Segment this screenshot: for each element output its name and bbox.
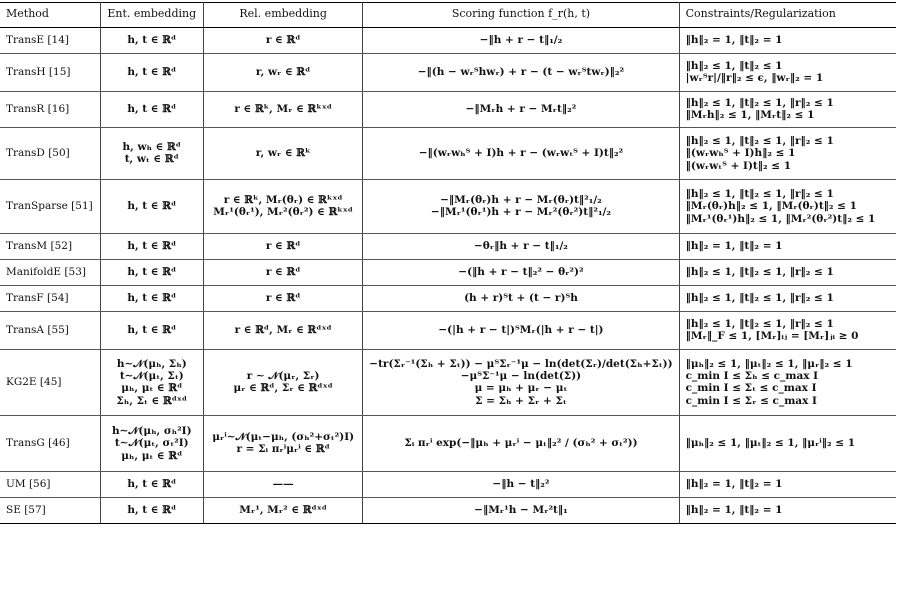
scoring-function-cell-line: −‖Mᵣ¹(θᵣ¹)h + r − Mᵣ²(θᵣ²)t‖²₁/₂ xyxy=(430,206,611,219)
table-row xyxy=(0,259,896,285)
scoring-function-cell-line: −tr(Σᵣ⁻¹(Σₕ + Σₜ)) − μᵀΣᵣ⁻¹μ − ln(det(Σᵣ)/det(Σₕ+Σₜ)) xyxy=(369,357,673,370)
constraints-cell-line: ‖h‖₂ = 1, ‖t‖₂ = 1 xyxy=(685,240,783,253)
table-row xyxy=(0,127,896,179)
rel-embedding-cell-line: r, wᵣ ∈ ℝᵏ xyxy=(255,147,311,160)
constraints-cell-line: ‖Mᵣ‖_F ≤ 1, [Mᵣ]ᵢⱼ = [Mᵣ]ⱼᵢ ≥ 0 xyxy=(685,330,859,343)
ent-embedding-cell-line: h, t ∈ ℝᵈ xyxy=(127,34,177,47)
ent-embedding-cell-line: h, t ∈ ℝᵈ xyxy=(127,324,177,337)
ent-embedding-cell xyxy=(100,27,204,53)
rel-embedding-cell xyxy=(204,27,363,53)
method-cell: TransF [54] xyxy=(0,285,100,311)
rel-embedding-cell xyxy=(204,127,363,179)
header-constraints: Constraints/Regularization xyxy=(679,3,896,28)
constraints-cell xyxy=(679,127,896,179)
rel-embedding-cell-line: r ∼ 𝒩(μᵣ, Σᵣ) xyxy=(246,370,320,383)
ent-embedding-cell xyxy=(100,259,204,285)
rel-embedding-cell xyxy=(204,179,363,233)
method-cell: TransH [15] xyxy=(0,53,100,91)
ent-embedding-cell-line: h, t ∈ ℝᵈ xyxy=(127,103,177,116)
constraints-cell xyxy=(679,311,896,349)
ent-embedding-cell-line: h, t ∈ ℝᵈ xyxy=(127,200,177,213)
scoring-function-cell xyxy=(363,127,679,179)
constraints-cell-line: ‖h‖₂ = 1, ‖t‖₂ = 1 xyxy=(685,34,783,47)
rel-embedding-cell-line: r, wᵣ ∈ ℝᵈ xyxy=(255,66,311,79)
header-ent-embedding: Ent. embedding xyxy=(100,3,204,28)
table-row xyxy=(0,311,896,349)
constraints-cell-line: c_min I ≤ Σₕ ≤ c_max I xyxy=(685,370,819,383)
constraints-cell xyxy=(679,27,896,53)
scoring-function-cell-line: (h + r)ᵀt + (t − r)ᵀh xyxy=(464,292,578,305)
constraints-cell-line: ‖h‖₂ ≤ 1, ‖t‖₂ ≤ 1, ‖r‖₂ ≤ 1 xyxy=(685,266,834,279)
table-row xyxy=(0,497,896,523)
constraints-cell-line: ‖h‖₂ ≤ 1, ‖t‖₂ ≤ 1 xyxy=(685,60,783,73)
ent-embedding-cell xyxy=(100,53,204,91)
constraints-cell-line: ‖Mᵣ(θᵣ)h‖₂ ≤ 1, ‖Mᵣ(θᵣ)t‖₂ ≤ 1 xyxy=(685,200,857,213)
header-scoring-function: Scoring function f_r(h, t) xyxy=(363,3,679,28)
rel-embedding-cell xyxy=(204,91,363,127)
method-cell: KG2E [45] xyxy=(0,349,100,415)
method-cell: TransR [16] xyxy=(0,91,100,127)
scoring-function-cell xyxy=(363,471,679,497)
constraints-cell xyxy=(679,285,896,311)
scoring-function-cell-line: −θᵣ‖h + r − t‖₁/₂ xyxy=(473,240,568,253)
rel-embedding-cell-line: r ∈ ℝᵈ, Mᵣ ∈ ℝᵈˣᵈ xyxy=(234,324,332,337)
constraints-cell-line: ‖h‖₂ ≤ 1, ‖t‖₂ ≤ 1, ‖r‖₂ ≤ 1 xyxy=(685,187,834,200)
constraints-cell-line: ‖h‖₂ ≤ 1, ‖t‖₂ ≤ 1, ‖r‖₂ ≤ 1 xyxy=(685,292,834,305)
table-row xyxy=(0,53,896,91)
rel-embedding-cell-line: —— xyxy=(272,478,294,491)
table-row xyxy=(0,285,896,311)
method-cell: TransE [14] xyxy=(0,27,100,53)
table-row xyxy=(0,233,896,259)
scoring-function-cell-line: Σ = Σₕ + Σᵣ + Σₜ xyxy=(475,394,567,407)
constraints-cell-line: ‖h‖₂ ≤ 1, ‖t‖₂ ≤ 1, ‖r‖₂ ≤ 1 xyxy=(685,318,834,331)
method-cell: SE [57] xyxy=(0,497,100,523)
rel-embedding-cell-line: r ∈ ℝᵈ xyxy=(265,34,301,47)
constraints-cell-line: ‖h‖₂ ≤ 1, ‖t‖₂ ≤ 1, ‖r‖₂ ≤ 1 xyxy=(685,134,834,147)
ent-embedding-cell-line: h, t ∈ ℝᵈ xyxy=(127,478,177,491)
constraints-cell-line: ‖μₕ‖₂ ≤ 1, ‖μₜ‖₂ ≤ 1, ‖μᵣ‖₂ ≤ 1 xyxy=(685,357,853,370)
ent-embedding-cell-line: h, t ∈ ℝᵈ xyxy=(127,66,177,79)
ent-embedding-cell-line: h, t ∈ ℝᵈ xyxy=(127,504,177,517)
method-cell: ManifoldE [53] xyxy=(0,259,100,285)
header-rel-embedding: Rel. embedding xyxy=(204,3,363,28)
rel-embedding-cell-line: μᵣⁱ∼𝒩(μₜ−μₕ, (σₕ²+σₜ²)I) xyxy=(212,431,355,444)
scoring-function-cell-line: Σᵢ πᵣⁱ exp(−‖μₕ + μᵣⁱ − μₜ‖₂² / (σₕ² + σₜ²)) xyxy=(404,437,638,450)
constraints-cell xyxy=(679,349,896,415)
constraints-cell xyxy=(679,91,896,127)
scoring-function-cell xyxy=(363,233,679,259)
scoring-function-cell-line: −(|h + r − t|)ᵀMᵣ(|h + r − t|) xyxy=(438,324,604,337)
rel-embedding-cell-line: Mᵣ¹, Mᵣ² ∈ ℝᵈˣᵈ xyxy=(239,504,327,517)
ent-embedding-cell-line: t∼𝒩(μₜ, σₜ²I) xyxy=(114,437,189,450)
scoring-function-cell xyxy=(363,91,679,127)
rel-embedding-cell xyxy=(204,497,363,523)
ent-embedding-cell xyxy=(100,415,204,471)
rel-embedding-cell-line: r ∈ ℝᵏ, Mᵣ(θᵣ) ∈ ℝᵏˣᵈ xyxy=(223,194,343,207)
ent-embedding-cell xyxy=(100,233,204,259)
constraints-cell-line: ‖h‖₂ ≤ 1, ‖t‖₂ ≤ 1, ‖r‖₂ ≤ 1 xyxy=(685,97,834,110)
rel-embedding-cell xyxy=(204,471,363,497)
constraints-cell xyxy=(679,233,896,259)
constraints-cell-line: c_min I ≤ Σᵣ ≤ c_max I xyxy=(685,394,817,407)
ent-embedding-cell xyxy=(100,285,204,311)
scoring-function-cell-line: −‖Mᵣ¹h − Mᵣ²t‖₁ xyxy=(474,504,568,517)
ent-embedding-cell-line: h∼𝒩(μₕ, σₕ²I) xyxy=(111,424,192,437)
rel-embedding-cell-line: r ∈ ℝᵈ xyxy=(265,240,301,253)
rel-embedding-cell xyxy=(204,285,363,311)
scoring-function-cell-line: −(‖h + r − t‖₂² − θᵣ²)² xyxy=(458,266,584,279)
ent-embedding-cell-line: h, wₕ ∈ ℝᵈ xyxy=(122,141,182,154)
scoring-function-cell-line: −‖(wᵣwₕᵀ + I)h + r − (wᵣwₜᵀ + I)t‖₂² xyxy=(418,147,624,160)
rel-embedding-cell xyxy=(204,233,363,259)
ent-embedding-cell-line: μₕ, μₜ ∈ ℝᵈ xyxy=(121,449,183,462)
table-row xyxy=(0,179,896,233)
constraints-cell-line: ‖μₕ‖₂ ≤ 1, ‖μₜ‖₂ ≤ 1, ‖μᵣⁱ‖₂ ≤ 1 xyxy=(685,437,856,450)
constraints-cell-line: ‖(wᵣwₕᵀ + I)h‖₂ ≤ 1 xyxy=(685,147,796,160)
scoring-function-cell-line: −‖h − t‖₂² xyxy=(492,478,550,491)
rel-embedding-cell-line: μᵣ ∈ ℝᵈ, Σᵣ ∈ ℝᵈˣᵈ xyxy=(233,382,333,395)
constraints-cell-line: c_min I ≤ Σₜ ≤ c_max I xyxy=(685,382,817,395)
constraints-cell-line: ‖(wᵣwₜᵀ + I)t‖₂ ≤ 1 xyxy=(685,159,792,172)
constraints-cell xyxy=(679,53,896,91)
rel-embedding-cell-line: r ∈ ℝᵈ xyxy=(265,266,301,279)
rel-embedding-cell-line: Mᵣ¹(θᵣ¹), Mᵣ²(θᵣ²) ∈ ℝᵏˣᵈ xyxy=(213,206,354,219)
constraints-cell xyxy=(679,471,896,497)
scoring-function-cell xyxy=(363,497,679,523)
rel-embedding-cell xyxy=(204,349,363,415)
constraints-cell-line: ‖Mᵣh‖₂ ≤ 1, ‖Mᵣt‖₂ ≤ 1 xyxy=(685,109,815,122)
method-cell: TransM [52] xyxy=(0,233,100,259)
ent-embedding-cell xyxy=(100,349,204,415)
ent-embedding-cell-line: μₕ, μₜ ∈ ℝᵈ xyxy=(121,382,183,395)
constraints-cell-line: |wᵣᵀr|/‖r‖₂ ≤ ϵ, ‖wᵣ‖₂ = 1 xyxy=(685,72,824,85)
table-body xyxy=(0,27,896,523)
table-row xyxy=(0,91,896,127)
ent-embedding-cell-line: t∼𝒩(μₜ, Σₜ) xyxy=(119,370,184,383)
constraints-cell xyxy=(679,259,896,285)
table-row xyxy=(0,27,896,53)
scoring-function-cell-line: −‖Mᵣh + r − Mᵣt‖₂² xyxy=(465,103,577,116)
table-header-row xyxy=(0,3,896,28)
ent-embedding-cell xyxy=(100,311,204,349)
scoring-function-cell-line: −μᵀΣ⁻¹μ − ln(det(Σ)) xyxy=(460,370,582,383)
table-row xyxy=(0,349,896,415)
constraints-cell-line: ‖Mᵣ¹(θᵣ¹)h‖₂ ≤ 1, ‖Mᵣ²(θᵣ²)t‖₂ ≤ 1 xyxy=(685,212,876,225)
header-method: Method xyxy=(0,3,100,28)
rel-embedding-cell xyxy=(204,53,363,91)
scoring-function-cell xyxy=(363,27,679,53)
ent-embedding-cell-line: h, t ∈ ℝᵈ xyxy=(127,266,177,279)
rel-embedding-cell xyxy=(204,259,363,285)
ent-embedding-cell xyxy=(100,179,204,233)
rel-embedding-cell xyxy=(204,415,363,471)
constraints-cell-line: ‖h‖₂ = 1, ‖t‖₂ = 1 xyxy=(685,478,783,491)
ent-embedding-cell xyxy=(100,91,204,127)
method-cell: TransA [55] xyxy=(0,311,100,349)
ent-embedding-cell xyxy=(100,471,204,497)
scoring-function-cell-line: −‖h + r − t‖₁/₂ xyxy=(479,34,563,47)
rel-embedding-cell-line: r ∈ ℝᵈ xyxy=(265,292,301,305)
ent-embedding-cell xyxy=(100,497,204,523)
embedding-models-table xyxy=(0,2,896,524)
constraints-cell xyxy=(679,497,896,523)
rel-embedding-cell-line: r = Σᵢ πᵣⁱμᵣⁱ ∈ ℝᵈ xyxy=(236,443,330,456)
ent-embedding-cell-line: t, wₜ ∈ ℝᵈ xyxy=(124,153,179,166)
scoring-function-cell-line: −‖(h − wᵣᵀhwᵣ) + r − (t − wᵣᵀtwᵣ)‖₂² xyxy=(417,66,625,79)
scoring-function-cell xyxy=(363,311,679,349)
scoring-function-cell xyxy=(363,259,679,285)
scoring-function-cell-line: μ = μₕ + μᵣ − μₜ xyxy=(474,382,568,395)
scoring-function-cell xyxy=(363,53,679,91)
method-cell: TranSparse [51] xyxy=(0,179,100,233)
scoring-function-cell xyxy=(363,349,679,415)
constraints-cell xyxy=(679,179,896,233)
method-cell: TransG [46] xyxy=(0,415,100,471)
method-cell: UM [56] xyxy=(0,471,100,497)
ent-embedding-cell-line: h, t ∈ ℝᵈ xyxy=(127,240,177,253)
ent-embedding-cell xyxy=(100,127,204,179)
table-row xyxy=(0,415,896,471)
ent-embedding-cell-line: h∼𝒩(μₕ, Σₕ) xyxy=(116,357,187,370)
ent-embedding-cell-line: Σₕ, Σₜ ∈ ℝᵈˣᵈ xyxy=(116,394,188,407)
ent-embedding-cell-line: h, t ∈ ℝᵈ xyxy=(127,292,177,305)
constraints-cell-line: ‖h‖₂ = 1, ‖t‖₂ = 1 xyxy=(685,504,783,517)
rel-embedding-cell xyxy=(204,311,363,349)
method-cell: TransD [50] xyxy=(0,127,100,179)
scoring-function-cell xyxy=(363,285,679,311)
constraints-cell xyxy=(679,415,896,471)
scoring-function-cell-line: −‖Mᵣ(θᵣ)h + r − Mᵣ(θᵣ)t‖²₁/₂ xyxy=(440,194,602,207)
table-row xyxy=(0,471,896,497)
scoring-function-cell xyxy=(363,415,679,471)
rel-embedding-cell-line: r ∈ ℝᵏ, Mᵣ ∈ ℝᵏˣᵈ xyxy=(234,103,332,116)
scoring-function-cell xyxy=(363,179,679,233)
